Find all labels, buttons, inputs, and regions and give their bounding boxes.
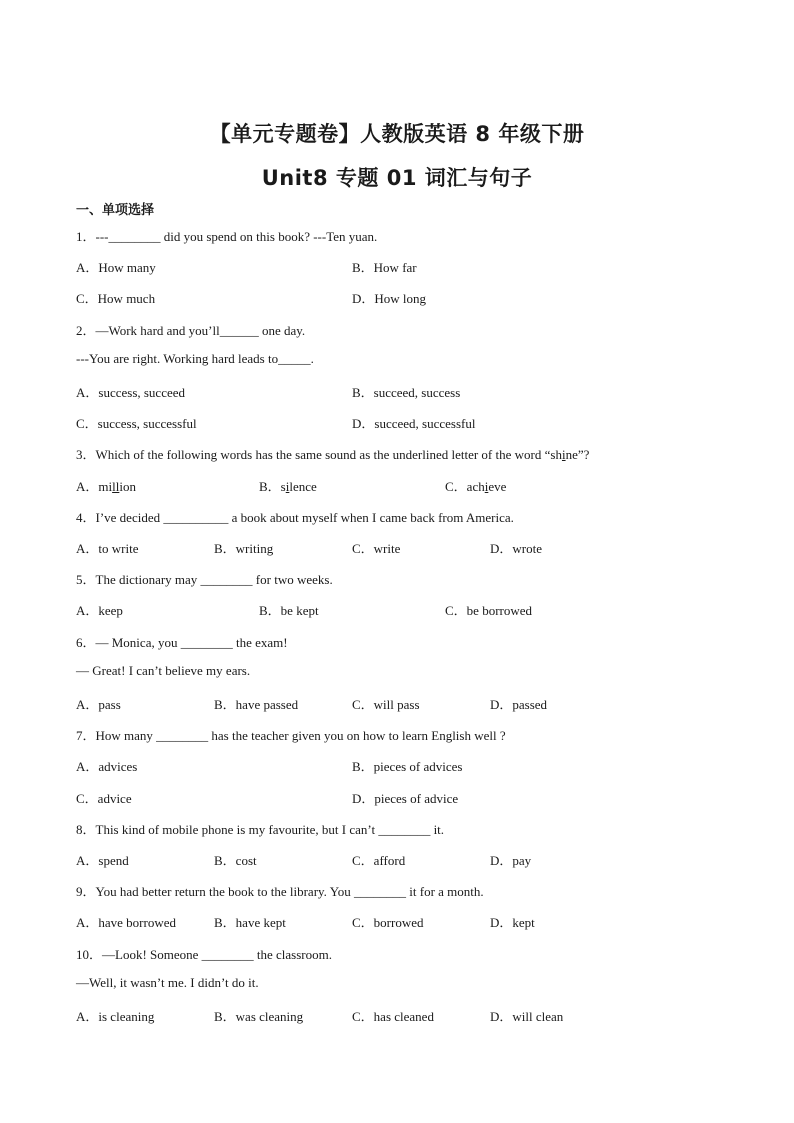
question-10-option-d: D．will clean	[490, 1009, 564, 1024]
question-6-stem-reply: — Great! I can’t believe my ears.	[76, 663, 251, 678]
question-3-stem-text: 3．Which of the following words has the same sound as the underlined letter of the word “sh	[76, 447, 562, 462]
question-8-option-d: D．pay	[490, 853, 532, 868]
question-3-option-c	[445, 476, 506, 495]
question-4-option-a: A．to write	[76, 541, 139, 556]
question-5-option-b: B．be kept	[259, 603, 319, 618]
question-7-option-a: A．advices	[76, 759, 138, 774]
question-10-stem-reply: —Well, it wasn’t me. I didn’t do it.	[76, 975, 259, 990]
question-3-option-a	[76, 476, 136, 495]
question-9-option-c: C．borrowed	[352, 915, 424, 930]
question-3-option-b	[259, 476, 317, 495]
question-9-option-d: D．kept	[490, 915, 535, 930]
question-5-option-a: A．keep	[76, 603, 123, 618]
question-7-option-d: D．pieces of advice	[352, 791, 459, 806]
document-title: 【单元专题卷】人教版英语 8 年级下册	[209, 122, 585, 146]
question-6-option-d: D．passed	[490, 697, 548, 712]
question-9-stem: 9．You had better return the book to the library. You ________ it for a month.	[76, 884, 484, 899]
question-9-option-b: B．have kept	[214, 915, 286, 930]
question-9-option-a: A．have borrowed	[76, 915, 176, 930]
question-1-stem: 1．---________ did you spend on this book? ---Ten yuan.	[76, 229, 378, 244]
question-4-stem: 4．I’ve decided __________ a book about myself when I came back from America.	[76, 510, 514, 525]
question-10-stem: 10．—Look! Someone ________ the classroom.	[76, 947, 332, 962]
underlined-letters: i	[285, 479, 290, 494]
question-6-stem: 6．— Monica, you ________ the exam!	[76, 635, 288, 650]
question-2-option-c: C．success, successful	[76, 416, 197, 431]
question-3-stem-end: ne”?	[565, 447, 590, 462]
question-4-option-c: C．write	[352, 541, 401, 556]
question-6-option-b: B．have passed	[214, 697, 299, 712]
question-7-stem: 7．How many ________ has the teacher given you on how to learn English well ?	[76, 728, 506, 743]
question-2-option-a: A．success, succeed	[76, 385, 186, 400]
question-7-option-c: C．advice	[76, 791, 132, 806]
question-1-option-b: B．How far	[352, 260, 417, 275]
question-6-option-c: C．will pass	[352, 697, 420, 712]
question-1-option-d: D．How long	[352, 291, 427, 306]
question-2-option-b: B．succeed, success	[352, 385, 461, 400]
question-3-underlined-letter: i	[561, 447, 566, 462]
question-2-option-d: D．succeed, successful	[352, 416, 476, 431]
question-10-option-c: C．has cleaned	[352, 1009, 434, 1024]
question-5-option-c: C．be borrowed	[445, 603, 533, 618]
option-text: B．s	[259, 479, 286, 494]
question-2-stem-reply: ---You are right. Working hard leads to_____.	[76, 351, 314, 366]
underlined-letters: i	[484, 479, 489, 494]
question-10-option-a: A．is cleaning	[76, 1009, 155, 1024]
section-heading: 一、单项选择	[76, 203, 155, 218]
question-1-option-c: C．How much	[76, 291, 156, 306]
question-8-option-b: B．cost	[214, 853, 257, 868]
question-3-stem	[76, 444, 589, 463]
question-4-option-b: B．writing	[214, 541, 274, 556]
option-text: A．mi	[76, 479, 113, 494]
question-1-option-a: A．How many	[76, 260, 156, 275]
question-6-option-a: A．pass	[76, 697, 121, 712]
question-5-stem: 5．The dictionary may ________ for two weeks.	[76, 572, 333, 587]
question-8-option-a: A．spend	[76, 853, 129, 868]
option-text: ion	[119, 479, 136, 494]
question-4-option-d: D．wrote	[490, 541, 542, 556]
question-8-option-c: C．afford	[352, 853, 406, 868]
option-text: lence	[289, 479, 317, 494]
question-2-stem: 2．—Work hard and you’ll______ one day.	[76, 323, 306, 338]
question-8-stem: 8．This kind of mobile phone is my favourite, but I can’t ________ it.	[76, 822, 445, 837]
question-10-option-b: B．was cleaning	[214, 1009, 304, 1024]
question-7-option-b: B．pieces of advices	[352, 759, 463, 774]
document-subtitle: Unit8 专题 01 词汇与句子	[261, 166, 533, 190]
underlined-letters: ll	[112, 479, 120, 494]
option-text: eve	[488, 479, 507, 494]
option-text: C．ach	[445, 479, 485, 494]
